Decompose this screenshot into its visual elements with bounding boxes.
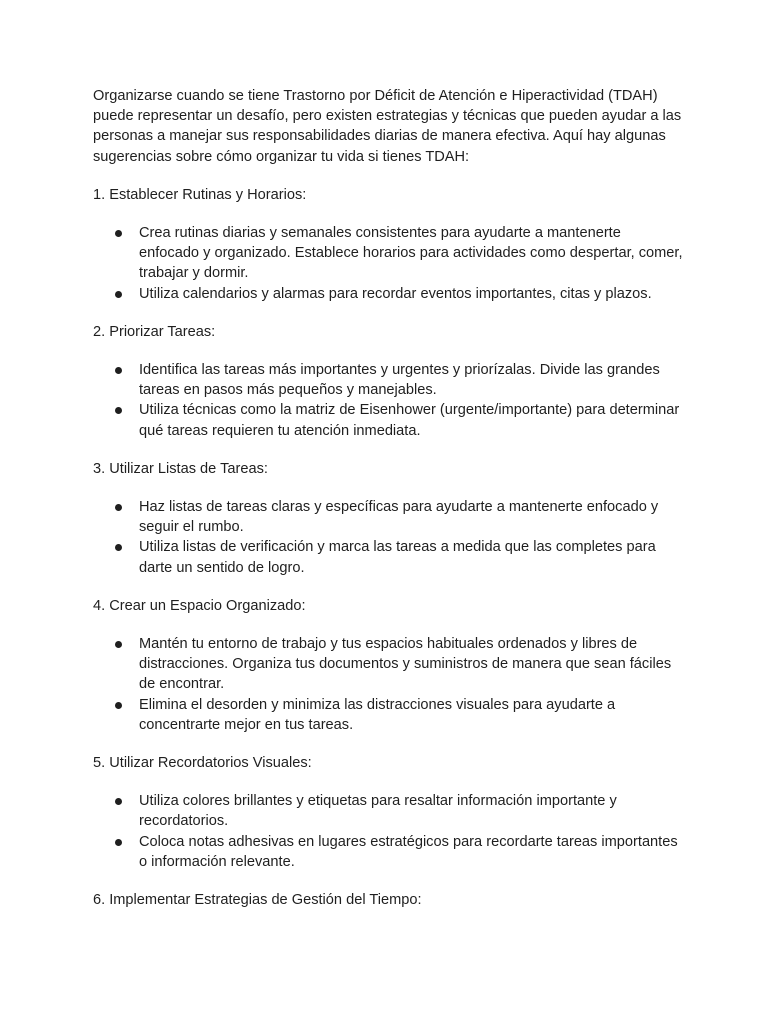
list-item — [93, 537, 683, 577]
section-6 — [93, 890, 683, 910]
bullet-icon — [115, 230, 122, 237]
bullet-list — [93, 634, 683, 735]
list-item — [93, 360, 683, 400]
bullet-icon — [115, 407, 122, 414]
bullet-icon — [115, 367, 122, 374]
bullet-icon — [115, 702, 122, 709]
section-5 — [93, 753, 683, 872]
list-item-text: Utiliza colores brillantes y etiquetas para resaltar información importante y recordatorios. — [139, 793, 617, 830]
list-item-text: Utiliza listas de verificación y marca las tareas a medida que las completes para darte un sentido de logro. — [139, 539, 656, 576]
bullet-list — [93, 791, 683, 872]
list-item-text: Utiliza calendarios y alarmas para recordar eventos importantes, citas y plazos. — [139, 285, 652, 302]
section-heading: 3. Utilizar Listas de Tareas: — [93, 460, 268, 477]
list-item — [93, 223, 683, 284]
list-item — [93, 284, 683, 304]
list-item-text: Crea rutinas diarias y semanales consistentes para ayudarte a mantenerte enfocado y organizado. Establece horarios para actividades como despertar, comer, trabajar y dormir. — [139, 225, 683, 282]
section-heading: 5. Utilizar Recordatorios Visuales: — [93, 755, 312, 772]
bullet-icon — [115, 839, 122, 846]
bullet-icon — [115, 291, 122, 298]
section-heading: 6. Implementar Estrategias de Gestión del Tiempo: — [93, 892, 422, 909]
list-item — [93, 791, 683, 831]
bullet-list — [93, 497, 683, 578]
intro-paragraph: Organizarse cuando se tiene Trastorno por Déficit de Atención e Hiperactividad (TDAH) puede representar un desafío, pero existen estrategias y técnicas que pueden ayudar a las personas a manejar sus responsabilidades diarias de manera efectiva. Aquí hay algunas sugerencias sobre cómo organizar tu vida si tienes TDAH: — [93, 88, 682, 165]
section-heading: 2. Priorizar Tareas: — [93, 323, 216, 340]
section-heading: 1. Establecer Rutinas y Horarios: — [93, 186, 307, 203]
section-1 — [93, 185, 683, 304]
list-item — [93, 695, 683, 735]
list-item — [93, 400, 683, 440]
section-2 — [93, 322, 683, 441]
list-item-text: Identifica las tareas más importantes y urgentes y priorízalas. Divide las grandes tareas en pasos más pequeños y manejables. — [139, 362, 660, 399]
list-item — [93, 832, 683, 872]
list-item — [93, 634, 683, 695]
document-body — [93, 86, 683, 928]
bullet-list — [93, 360, 683, 441]
list-item-text: Utiliza técnicas como la matriz de Eisenhower (urgente/importante) para determinar qué tareas requieren tu atención inmediata. — [139, 402, 680, 439]
bullet-icon — [115, 798, 122, 805]
section-heading: 4. Crear un Espacio Organizado: — [93, 597, 306, 614]
list-item-text: Haz listas de tareas claras y específicas para ayudarte a mantenerte enfocado y seguir el rumbo. — [139, 499, 659, 536]
list-item-text: Coloca notas adhesivas en lugares estratégicos para recordarte tareas importantes o información relevante. — [139, 833, 678, 870]
bullet-list — [93, 223, 683, 304]
bullet-icon — [115, 544, 122, 551]
list-item-text: Mantén tu entorno de trabajo y tus espacios habituales ordenados y libres de distracciones. Organiza tus documentos y suministros de manera que sean fáciles de encontrar. — [139, 636, 672, 693]
list-item-text: Elimina el desorden y minimiza las distracciones visuales para ayudarte a concentrarte mejor en tus tareas. — [139, 696, 616, 733]
section-3 — [93, 459, 683, 578]
bullet-icon — [115, 641, 122, 648]
list-item — [93, 497, 683, 537]
bullet-icon — [115, 504, 122, 511]
section-4 — [93, 596, 683, 735]
